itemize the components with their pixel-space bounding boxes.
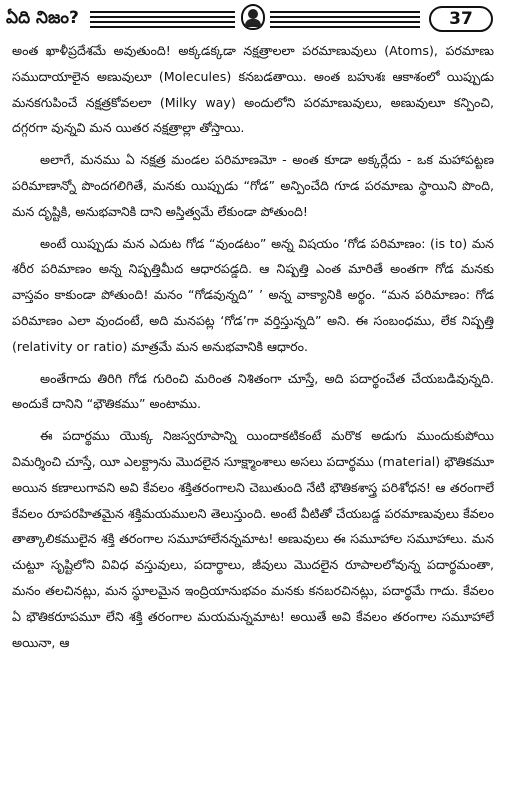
paragraph: అంతేగాదు తిరిగి గోడ గురించి మరింత నిశితంగా చూస్తే, అది పదార్థంచేత చేయబడివున్నది. అందుకే దానిని “భౌతికము” అంటాము. [12, 370, 494, 412]
paragraph: అలాగే, మనము ఏ నక్షత్ర మండల పరిమాణమో - అంత కూడా అక్కర్లేదు - ఒక మహాపట్టణ పరిమాణాన్నో పొందగలిగితే, మనకు యిప్పుడు “గోడ” అన్పించేది గూడ పరమాణు స్థాయిని పొంది, మన దృష్టికి, అనుభవానికి దాని అస్తిత్వమే లేకుండా పోతుంది! [12, 152, 494, 219]
author-portrait-emblem [241, 4, 265, 30]
portrait-body [245, 19, 261, 27]
paragraph: ఈ పదార్థము యొక్క నిజస్వరూపాన్ని యిందాకటికంటే మరొక అడుగు ముందుకుపోయి విమర్శించి చూస్తే, యీ ఎలక్ట్రాను మొదలైన సూక్ష్మాంశాలు అసలు పదార్థము (material) భౌతికమూ అయిన కణాలుగావని అవి కేవలం శక్తితరంగాలని చెబుతుంది నేటి భౌతికశాస్త్ర పరిశోధన! ఆ తరంగాలే కేవలం రూపరహితమైన శక్తిమయములని తెలుస్తుంది. అంటే వీటితో చేయబడ్డ పరమాణువులు కేవలం తాత్కాలికములైన శక్తి తరంగాల సమూహాలేనన్నమాట! అణువులు ఈ సమూహాల సమూహాలు. మన చుట్టూ సృష్టిలోని వివిధ వస్తువులు, పదార్థాలు, జీవులు మొదలైన రూపాలలోవున్న పదార్థమంతా, మనం తలచినట్లు, మన స్థూలమైన ఇంద్రియానుభవం మనకు కనబరచినట్లు, పదార్థమే గాదు. కేవలం ఏ భౌతికరూపమూ లేని శక్తి తరంగాల మయమన్నమాట! అయితే అవి కేవలం తరంగాల సమూహాలే అయినా, ఆ [12, 428, 494, 650]
portrait-head [248, 9, 258, 19]
header-rule [270, 16, 420, 18]
header-rule [90, 26, 235, 28]
page-number: 37 [429, 6, 493, 32]
page-header [4, 4, 498, 34]
header-rule [270, 11, 420, 13]
header-rule [90, 11, 235, 13]
paragraph: అంటే యిప్పుడు మన ఎదుట గోడ “వుండటం” అన్న విషయం ‘గోడ పరిమాణం: (is to) మన శరీర పరిమాణం అన్న నిష్పత్తిమీద ఆధారపడ్డది. ఆ నిష్పత్తి ఎంత మారితే అంతగా గోడ మనకు వాస్తవం కాకుండా పోతుంది! మనం “గోడవున్నది” ’ అన్న వాక్యానికి అర్థం. “మన పరిమాణం: గోడ పరిమాణం ఎలా వుందంటే, అది మనపట్ల ‘గోడ’గా వర్తిస్తున్నది” అని. ఈ సంబంధము, లేక నిష్పత్తి (relativity or ratio) మాత్రమే మన అనుభవానికి ఆధారం. [12, 235, 494, 354]
paragraph: అంత ఖాళీప్రదేశమే అవుతుంది! అక్కడక్కడా నక్షత్రాలలా పరమాణువులు (Atoms), పరమాణు సముదాయాలైన అణువులూ (Molecules) కనబడతాయి. అంత బహుశః ఆకాశంలో యిప్పుడు మనకగుపించే నక్షత్రకోవలలా (Milky way) అందులోని పరమాణువులు, అణువులూ కన్పించి, దగ్గరగా వున్నవి మన యితర నక్షత్రాల్లా తోస్తాయి. [12, 43, 494, 136]
body-text [12, 38, 494, 661]
header-rule [270, 26, 420, 28]
running-title: ఏది నిజం? [6, 8, 79, 28]
header-rule [90, 21, 235, 23]
header-rule [270, 21, 420, 23]
header-rule [90, 16, 235, 18]
